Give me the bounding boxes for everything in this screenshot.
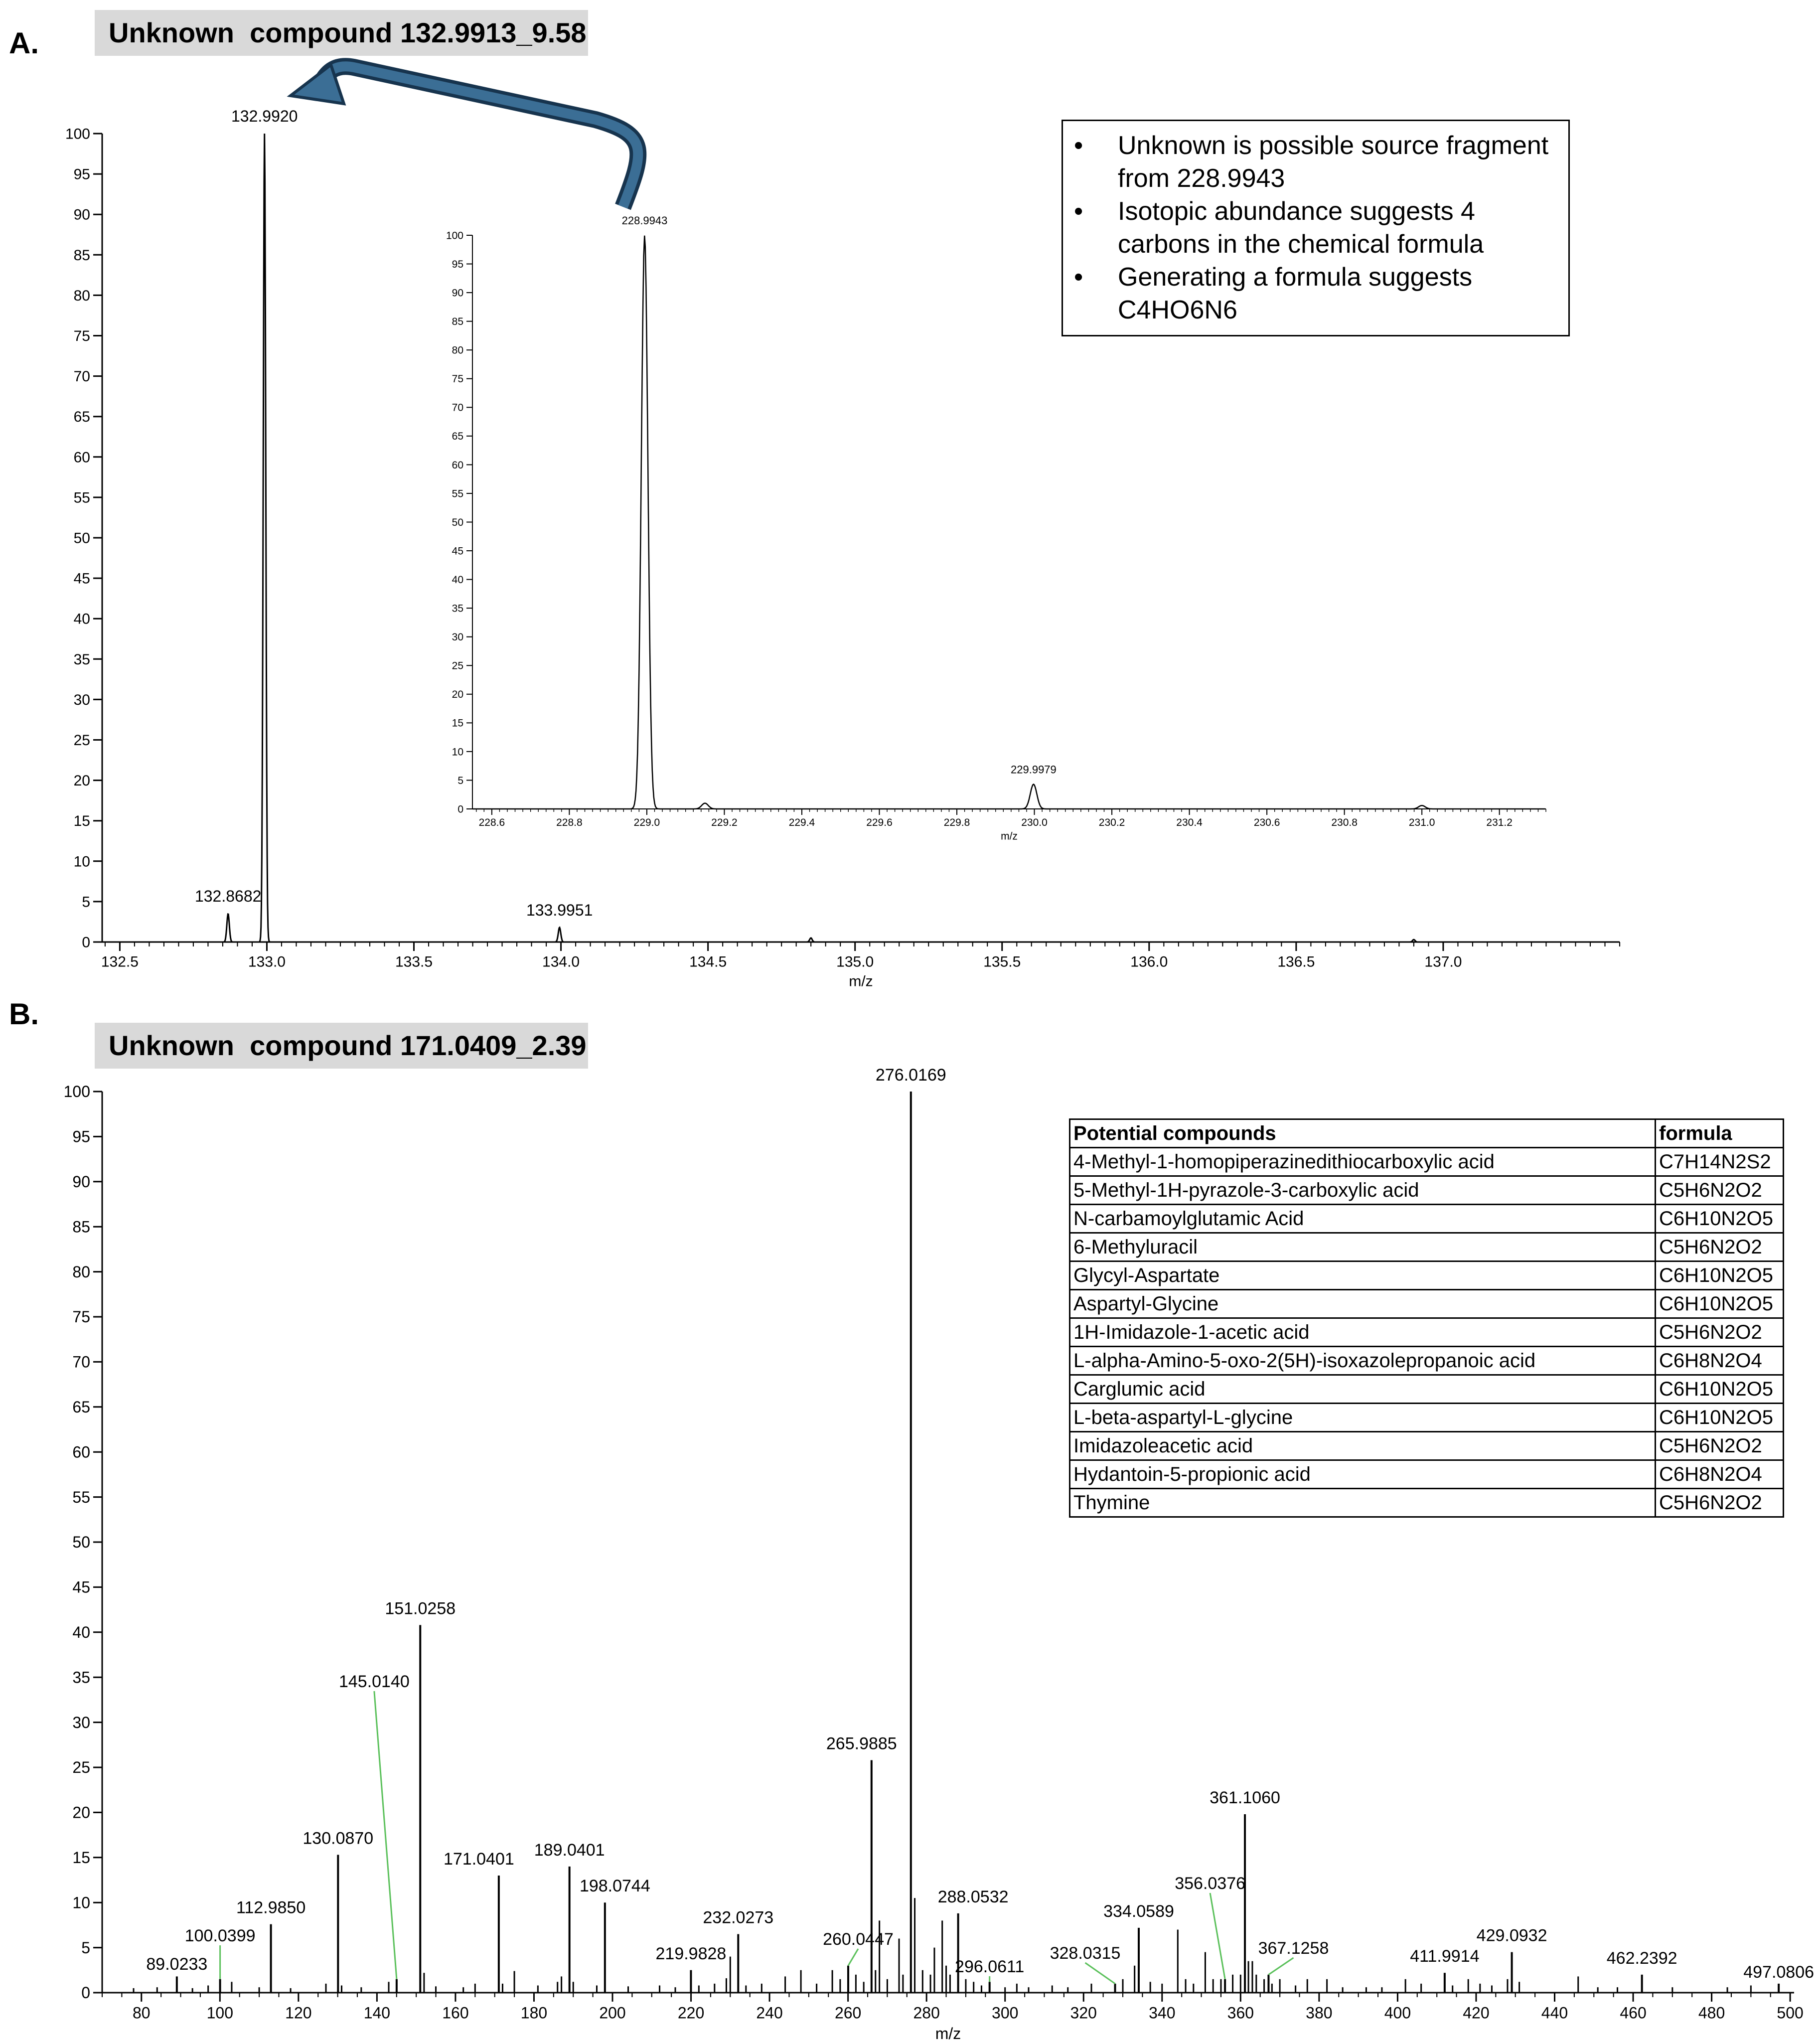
y-tick-label: 25	[452, 660, 463, 672]
y-tick-label: 60	[72, 1443, 90, 1461]
formula-cell: C5H6N2O2	[1656, 1432, 1784, 1460]
compound-name-cell: N-carbamoylglutamic Acid	[1070, 1205, 1656, 1233]
x-tick-label: 140	[363, 2004, 391, 2022]
table-row	[1070, 1290, 1784, 1318]
peak-label: 356.0376	[1175, 1874, 1246, 1893]
note-item: • Generating a formula suggests C4HO6N6	[1118, 261, 1558, 326]
x-axis-label: m/z	[849, 973, 873, 990]
y-tick-label: 0	[81, 1984, 90, 2002]
x-tick-label: 180	[520, 2004, 548, 2022]
y-tick-label: 65	[452, 431, 463, 443]
column-header-compound: Potential compounds	[1070, 1119, 1656, 1148]
table-row	[1070, 1460, 1784, 1489]
y-tick-label: 15	[72, 1849, 90, 1867]
x-axis-label: m/z	[935, 2025, 961, 2043]
y-tick-label: 40	[72, 1623, 90, 1641]
x-tick-label: 460	[1620, 2004, 1647, 2022]
panel-b-letter: B.	[9, 997, 39, 1031]
peak-label: 219.9828	[655, 1944, 727, 1963]
y-tick-label: 35	[452, 603, 463, 615]
formula-cell: C5H6N2O2	[1656, 1176, 1784, 1205]
x-tick-label: 380	[1306, 2004, 1333, 2022]
x-tick-label: 120	[285, 2004, 312, 2022]
x-tick-label: 160	[442, 2004, 469, 2022]
table-row	[1070, 1148, 1784, 1176]
x-tick-label: 132.5	[101, 953, 139, 970]
table-row	[1070, 1318, 1784, 1347]
compound-name-cell: 1H-Imidazole-1-acetic acid	[1070, 1318, 1656, 1347]
panel-a-title: Unknown compound 132.9913_9.58	[95, 10, 588, 56]
formula-cell: C6H8N2O4	[1656, 1347, 1784, 1375]
x-tick-label: 220	[677, 2004, 705, 2022]
peak-label-leader	[374, 1691, 397, 1979]
y-tick-label: 40	[73, 611, 90, 628]
formula-cell: C6H10N2O5	[1656, 1375, 1784, 1404]
peak-label: 132.8682	[194, 887, 262, 906]
x-tick-label: 480	[1698, 2004, 1725, 2022]
table-row	[1070, 1261, 1784, 1290]
y-tick-label: 5	[82, 894, 90, 911]
x-tick-label: 230.6	[1253, 817, 1280, 829]
compound-name-cell: 5-Methyl-1H-pyrazole-3-carboxylic acid	[1070, 1176, 1656, 1205]
y-tick-label: 95	[72, 1127, 90, 1146]
x-tick-label: 133.5	[395, 953, 433, 970]
y-tick-label: 90	[72, 1173, 90, 1191]
x-tick-label: 136.5	[1277, 953, 1315, 970]
y-tick-label: 90	[452, 287, 463, 299]
y-tick-label: 70	[73, 368, 90, 385]
peak-label: 288.0532	[937, 1887, 1009, 1906]
peak-label: 130.0870	[303, 1829, 374, 1848]
y-tick-label: 95	[452, 258, 463, 270]
peak-label: 89.0233	[146, 1955, 208, 1974]
y-tick-label: 5	[457, 775, 463, 786]
x-tick-label: 240	[756, 2004, 783, 2022]
y-tick-label: 50	[72, 1533, 90, 1552]
peak-label-leader	[1085, 1963, 1115, 1984]
x-tick-label: 400	[1384, 2004, 1411, 2022]
inset-peak-label: 228.9943	[621, 214, 668, 227]
y-tick-label: 85	[73, 247, 90, 264]
compound-name-cell: Aspartyl-Glycine	[1070, 1290, 1656, 1318]
x-tick-label: 229.4	[788, 817, 815, 829]
x-tick-label: 440	[1541, 2004, 1568, 2022]
y-tick-label: 35	[72, 1668, 90, 1687]
peak-label: 462.2392	[1606, 1948, 1677, 1968]
peak-label-leader	[1210, 1893, 1225, 1979]
x-tick-label: 230.2	[1098, 817, 1125, 829]
compound-name-cell: Hydantoin-5-propionic acid	[1070, 1460, 1656, 1489]
formula-cell: C5H6N2O2	[1656, 1233, 1784, 1261]
x-tick-label: 229.2	[711, 817, 738, 829]
x-tick-label: 133.0	[248, 953, 286, 970]
x-tick-label: 230.0	[1021, 817, 1048, 829]
table-row	[1070, 1375, 1784, 1404]
y-tick-label: 60	[452, 459, 463, 471]
table-row	[1070, 1233, 1784, 1261]
peak-label: 112.9850	[236, 1898, 306, 1917]
table-row	[1070, 1205, 1784, 1233]
y-tick-label: 55	[72, 1488, 90, 1506]
y-tick-label: 20	[73, 773, 90, 789]
chart-a-arrow	[291, 65, 638, 207]
peak-label-leader	[1268, 1958, 1293, 1975]
formula-cell: C6H8N2O4	[1656, 1460, 1784, 1489]
y-tick-label: 95	[73, 166, 90, 183]
y-tick-label: 55	[73, 489, 90, 506]
peak-label: 260.0447	[823, 1930, 894, 1949]
y-tick-label: 50	[452, 516, 463, 528]
formula-cell: C7H14N2S2	[1656, 1148, 1784, 1176]
y-tick-label: 65	[73, 409, 90, 426]
compound-name-cell: L-beta-aspartyl-L-glycine	[1070, 1404, 1656, 1432]
note-item: • Isotopic abundance suggests 4 carbons in the chemical formula	[1118, 195, 1558, 261]
x-axis-label: m/z	[1001, 830, 1018, 842]
x-tick-label: 420	[1463, 2004, 1490, 2022]
panel-b-title: Unknown compound 171.0409_2.39	[95, 1023, 588, 1069]
peak-label: 276.0169	[875, 1066, 946, 1085]
peak-label: 328.0315	[1050, 1944, 1121, 1963]
x-tick-label: 280	[913, 2004, 940, 2022]
y-tick-label: 75	[452, 373, 463, 385]
y-tick-label: 45	[73, 570, 90, 587]
notes-box	[1062, 120, 1570, 336]
x-tick-label: 360	[1227, 2004, 1254, 2022]
compound-name-cell: Carglumic acid	[1070, 1375, 1656, 1404]
y-tick-label: 20	[452, 689, 463, 701]
x-tick-label: 229.8	[943, 817, 970, 829]
y-tick-label: 75	[73, 328, 90, 344]
y-tick-label: 80	[72, 1262, 90, 1281]
y-tick-label: 45	[72, 1578, 90, 1596]
formula-cell: C6H10N2O5	[1656, 1261, 1784, 1290]
y-tick-label: 90	[73, 206, 90, 223]
peak-label: 361.1060	[1210, 1788, 1280, 1808]
x-tick-label: 134.0	[542, 953, 580, 970]
table-row	[1070, 1404, 1784, 1432]
x-tick-label: 229.6	[866, 817, 893, 829]
compound-name-cell: L-alpha-Amino-5-oxo-2(5H)-isoxazolepropanoic acid	[1070, 1347, 1656, 1375]
x-tick-label: 135.0	[836, 953, 874, 970]
peak-label: 367.1258	[1258, 1939, 1329, 1958]
compound-name-cell: 6-Methyluracil	[1070, 1233, 1656, 1261]
table-header-row	[1070, 1119, 1784, 1148]
y-tick-label: 10	[72, 1893, 90, 1912]
y-tick-label: 20	[72, 1803, 90, 1822]
y-tick-label: 80	[452, 344, 463, 356]
y-tick-label: 45	[452, 545, 463, 557]
y-tick-label: 0	[457, 803, 463, 815]
y-tick-label: 30	[72, 1713, 90, 1731]
table-row	[1070, 1347, 1784, 1375]
y-tick-label: 25	[72, 1758, 90, 1777]
peak-label: 265.9885	[826, 1734, 897, 1753]
y-tick-label: 15	[452, 717, 463, 729]
y-tick-label: 100	[65, 126, 90, 143]
column-header-formula: formula	[1656, 1119, 1784, 1148]
peak-label: 497.0806	[1743, 1963, 1815, 1982]
peak-label-leader	[848, 1949, 858, 1966]
compound-name-cell: 4-Methyl-1-homopiperazinedithiocarboxylic acid	[1070, 1148, 1656, 1176]
y-tick-label: 40	[452, 574, 463, 586]
y-tick-label: 85	[72, 1218, 90, 1236]
y-tick-label: 65	[72, 1398, 90, 1416]
peak-label: 171.0401	[443, 1849, 514, 1869]
source-fragment-arrow	[319, 66, 638, 207]
peak-label: 334.0589	[1103, 1901, 1174, 1921]
y-tick-label: 70	[452, 402, 463, 414]
x-tick-label: 134.5	[689, 953, 727, 970]
notes-list	[1063, 121, 1568, 326]
x-tick-label: 500	[1777, 2004, 1804, 2022]
y-tick-label: 85	[452, 316, 463, 327]
compound-name-cell: Glycyl-Aspartate	[1070, 1261, 1656, 1290]
y-tick-label: 25	[73, 732, 90, 749]
y-tick-label: 30	[73, 691, 90, 708]
peak-label: 100.0399	[184, 1926, 256, 1945]
x-tick-label: 231.0	[1408, 817, 1435, 829]
x-tick-label: 137.0	[1424, 953, 1462, 970]
peak-label: 133.9951	[526, 901, 593, 919]
x-tick-label: 231.2	[1486, 817, 1513, 829]
peak-label: 198.0744	[579, 1877, 650, 1896]
peak-label: 411.9914	[1410, 1947, 1480, 1966]
y-tick-label: 100	[63, 1083, 90, 1101]
table-row	[1070, 1176, 1784, 1205]
y-tick-label: 30	[452, 631, 463, 643]
x-tick-label: 230.8	[1331, 817, 1358, 829]
potential-compounds-table	[1069, 1118, 1784, 1518]
x-tick-label: 80	[132, 2004, 151, 2022]
y-tick-label: 35	[73, 651, 90, 668]
x-tick-label: 200	[599, 2004, 626, 2022]
y-tick-label: 15	[73, 813, 90, 830]
y-tick-label: 60	[73, 449, 90, 466]
formula-cell: C6H10N2O5	[1656, 1290, 1784, 1318]
y-tick-label: 10	[452, 746, 463, 758]
x-tick-label: 320	[1070, 2004, 1097, 2022]
y-tick-label: 100	[446, 230, 463, 242]
y-tick-label: 55	[452, 488, 463, 500]
panel-a-letter: A.	[9, 26, 39, 60]
y-tick-label: 0	[82, 934, 90, 951]
table-row	[1070, 1432, 1784, 1460]
compound-name-cell: Imidazoleacetic acid	[1070, 1432, 1656, 1460]
y-tick-label: 75	[72, 1308, 90, 1326]
table-body	[1070, 1148, 1784, 1517]
x-tick-label: 260	[834, 2004, 862, 2022]
peak-label: 151.0258	[385, 1599, 456, 1618]
formula-cell: C6H10N2O5	[1656, 1404, 1784, 1432]
table-row	[1070, 1489, 1784, 1517]
y-tick-label: 5	[81, 1938, 90, 1957]
peak-label: 232.0273	[703, 1908, 774, 1927]
x-tick-label: 340	[1149, 2004, 1176, 2022]
x-tick-label: 300	[992, 2004, 1019, 2022]
peak-label: 189.0401	[534, 1840, 605, 1860]
peak-label: 296.0611	[955, 1957, 1025, 1976]
x-tick-label: 229.0	[633, 817, 660, 829]
x-tick-label: 228.6	[478, 817, 505, 829]
formula-cell: C5H6N2O2	[1656, 1318, 1784, 1347]
y-tick-label: 80	[73, 287, 90, 304]
peak-label: 429.0932	[1476, 1926, 1547, 1945]
x-tick-label: 230.4	[1176, 817, 1203, 829]
peak-label: 145.0140	[338, 1672, 410, 1691]
formula-cell: C5H6N2O2	[1656, 1489, 1784, 1517]
peak-label: 132.9920	[231, 107, 298, 125]
x-tick-label: 135.5	[983, 953, 1021, 970]
inset-peak-label: 229.9979	[1011, 763, 1057, 776]
formula-cell: C6H10N2O5	[1656, 1205, 1784, 1233]
y-tick-label: 50	[73, 530, 90, 547]
note-item: • Unknown is possible source fragment from 228.9943	[1118, 129, 1558, 195]
y-tick-label: 10	[73, 853, 90, 870]
compound-name-cell: Thymine	[1070, 1489, 1656, 1517]
x-tick-label: 100	[206, 2004, 234, 2022]
x-tick-label: 136.0	[1130, 953, 1168, 970]
y-tick-label: 70	[72, 1353, 90, 1371]
x-tick-label: 228.8	[556, 817, 583, 829]
